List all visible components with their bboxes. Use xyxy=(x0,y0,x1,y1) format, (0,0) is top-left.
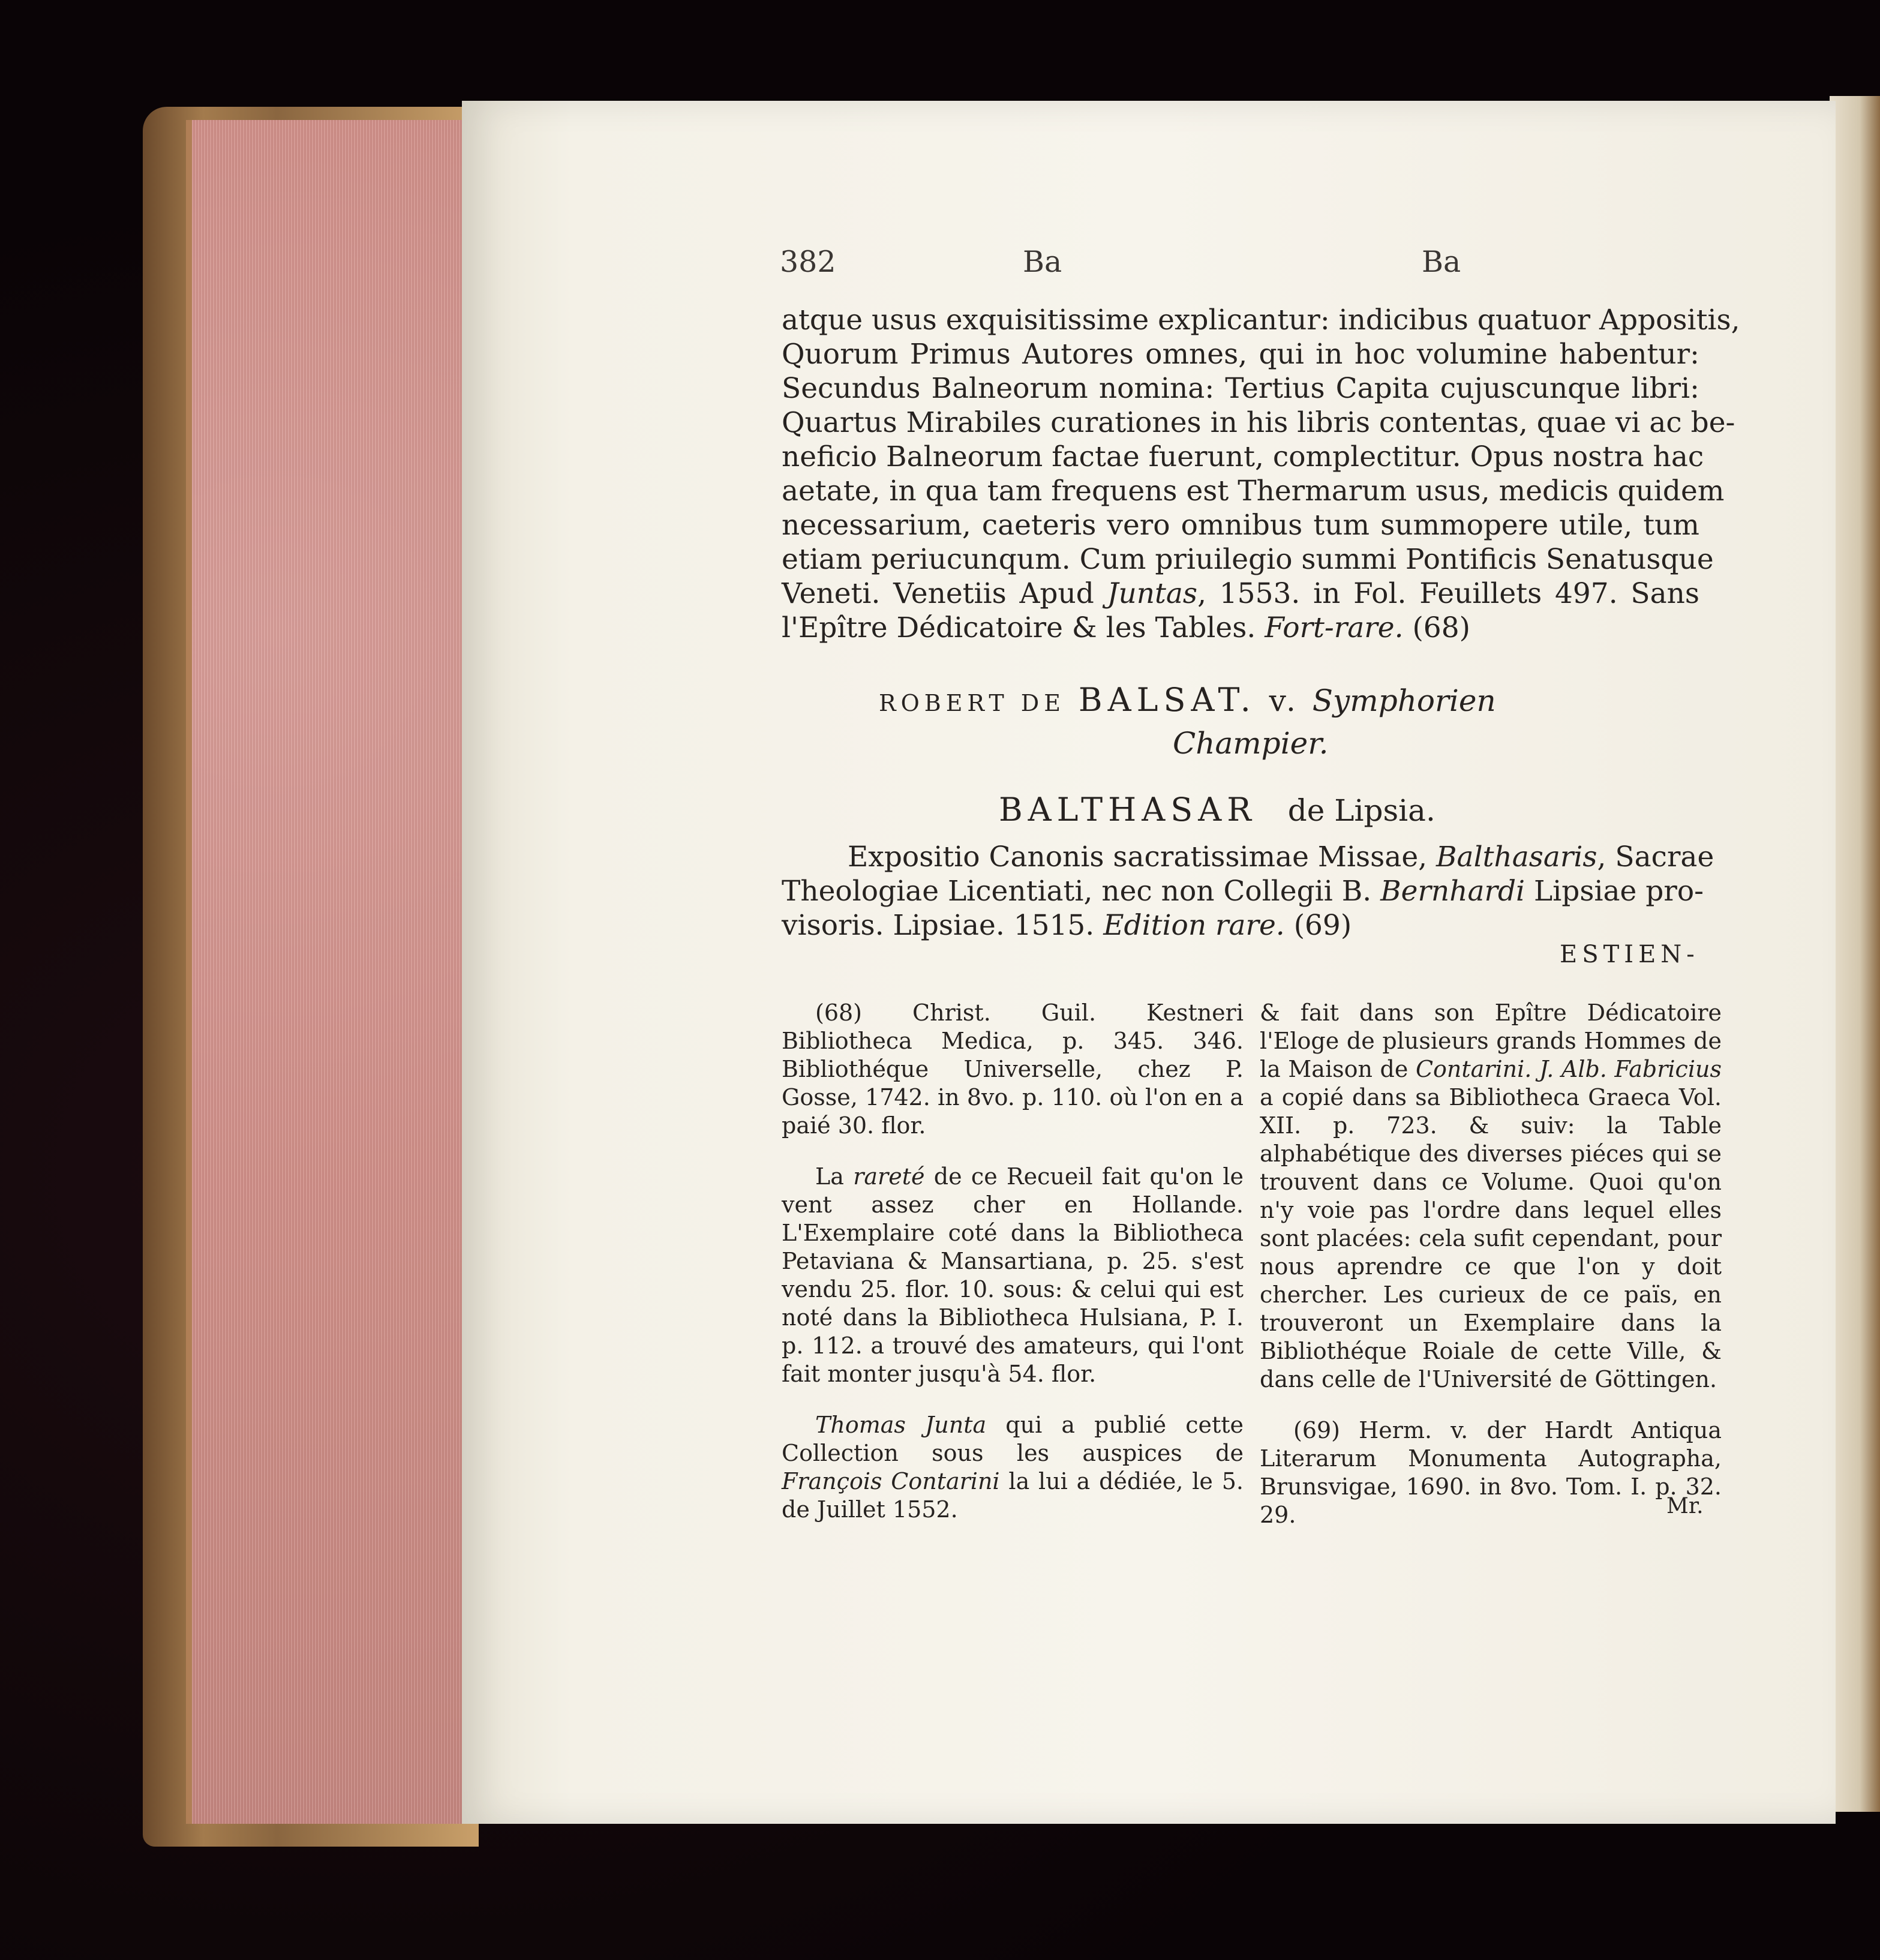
text-fragment: , Sacrae xyxy=(1597,841,1714,874)
publisher-name: Juntas xyxy=(1107,577,1198,610)
author-name: Balthasaris xyxy=(1436,841,1597,874)
entry-name: BALSAT. xyxy=(1078,681,1256,719)
text-fragment: a copié dans sa Bibliotheca Graeca Vol. XII. p. 723. & suiv: la Table alphabétique des diverses piéces qui se trouvent dans ce Volume. Quoi qu'on n'y voie pas l'ordre dans lequel elles sont placées: cela sufit cependant, pour nous aprendre ce que l'on y doit chercher. Les curieux de ce païs, en trouveront un Exemplaire dans la Bibliothéque Roiale de cette Ville, & dans celle de l'Université de Göttingen. xyxy=(1260,1084,1722,1392)
page-edges xyxy=(186,120,474,1824)
footnote-ref: (69) xyxy=(1284,909,1352,942)
text-fragment: Lipsiae pro- xyxy=(1525,875,1704,908)
text-fragment: rareté xyxy=(853,1163,925,1190)
college-name: Bernhardi xyxy=(1380,875,1525,908)
entry-name-smallcaps: ROBERT DE xyxy=(879,690,1066,716)
page-number: 382 xyxy=(780,245,836,279)
text-line xyxy=(782,874,1704,908)
running-head-left: Ba xyxy=(1023,245,1062,279)
facing-page-edge xyxy=(1830,96,1880,1812)
main-paragraph xyxy=(782,303,1740,645)
text-line xyxy=(782,611,1699,645)
person-name: J. Alb. Fabricius xyxy=(1539,1056,1722,1082)
text-line: aetate, in qua tam frequens est Thermarum usus, medicis quidem xyxy=(782,475,1725,508)
text-fragment: & fait dans son Epître Dédicatoire l'Eloge de plusieurs grands Hommes de la Maison de xyxy=(1260,999,1722,1082)
family-name: Contarini. xyxy=(1415,1056,1532,1082)
text-fragment: qui a publié cette Collection sous les auspices de xyxy=(782,1412,1244,1466)
text-fragment: La xyxy=(815,1163,854,1190)
text-line: Quorum Primus Autores omnes, qui in hoc volumine habentur: xyxy=(782,338,1699,371)
rarity-note: Edition rare. xyxy=(1103,909,1285,942)
footnote-68: (68) Christ. Guil. Kestneri Bibliotheca Medica, p. 345. 346. Bibliothéque Universelle, chez P. Gosse, 1742. in 8vo. p. 110. où l'on en a paié 30. flor. xyxy=(782,999,1244,1139)
text-line xyxy=(782,840,1714,874)
entry-name-rest: de Lipsia. xyxy=(1287,793,1435,828)
entry-heading-balsat xyxy=(879,681,1496,719)
person-name: François Contarini xyxy=(782,1468,1000,1494)
catchword-notes: Mr. xyxy=(1666,1494,1704,1518)
text-line: necessarium, caeteris vero omnibus tum summopere utile, tum xyxy=(782,509,1699,542)
cross-ref: v. xyxy=(1269,683,1299,718)
text-fragment xyxy=(1531,1056,1539,1082)
footnotes-right xyxy=(1260,999,1722,1552)
person-name: Thomas Junta xyxy=(815,1412,987,1438)
footnotes-left xyxy=(782,999,1244,1547)
cross-ref-target-cont: Champier. xyxy=(1173,726,1329,761)
footnote-68-cont xyxy=(782,1163,1244,1388)
text-line: Quartus Mirabiles curationes in his libris contentas, quae vi ac be- xyxy=(782,406,1735,439)
text-line: Secundus Balneorum nomina: Tertius Capita cujuscunque libri: xyxy=(782,372,1699,405)
text-fragment: , 1553. in Fol. Feuillets 497. Sans xyxy=(1197,577,1699,610)
entry-name: BALTHASAR xyxy=(999,791,1257,829)
text-fragment: visoris. Lipsiae. 1515. xyxy=(782,909,1104,942)
text-line: neficio Balneorum factae fuerunt, complectitur. Opus nostra hac xyxy=(782,440,1704,473)
footnote-68-cont2 xyxy=(782,1411,1244,1524)
text-line xyxy=(782,908,1699,943)
text-fragment: Theologiae Licentiati, nec non Collegii B. xyxy=(782,875,1381,908)
text-fragment: la lui a dédiée, le 5. de Juillet 1552. xyxy=(782,1468,1244,1523)
balthasar-paragraph xyxy=(782,840,1714,943)
text-fragment: Veneti. Venetiis Apud xyxy=(782,577,1107,610)
text-fragment: l'Epître Dédicatoire & les Tables. xyxy=(782,611,1265,644)
running-head-right: Ba xyxy=(1422,245,1461,279)
footnote-ref: (68) xyxy=(1403,611,1470,644)
text-line xyxy=(782,577,1699,611)
catchword: ESTIEN- xyxy=(1560,941,1699,968)
text-line: atque usus exquisitissime explicantur: indicibus quatuor Appositis, xyxy=(782,304,1740,337)
cross-ref-target: Symphorien xyxy=(1312,683,1496,718)
entry-heading-balthasar xyxy=(999,791,1435,829)
footnote-69: (69) Herm. v. der Hardt Antiqua Literarum Monumenta Autographa, Brunsvigae, 1690. in 8vo. Tom. I. p. 32. 29. xyxy=(1260,1417,1722,1528)
text-fragment: de ce Recueil fait qu'on le vent assez cher en Hollande. L'Exemplaire coté dans la Bibliotheca Petaviana & Mansartiana, p. 25. s'est vendu 25. flor. 10. sous: & celui qui est noté dans la Bibliotheca Hulsiana, P. I. p. 112. a trouvé des amateurs, qui l'ont fait monter jusqu'à 54. flor. xyxy=(782,1163,1244,1387)
footnote-68-cont3 xyxy=(1260,999,1722,1394)
rarity-note: Fort-rare. xyxy=(1265,611,1404,644)
text-fragment: Expositio Canonis sacratissimae Missae, xyxy=(848,841,1437,874)
text-line: etiam periucunqum. Cum priuilegio summi Pontificis Senatusque xyxy=(782,543,1714,576)
